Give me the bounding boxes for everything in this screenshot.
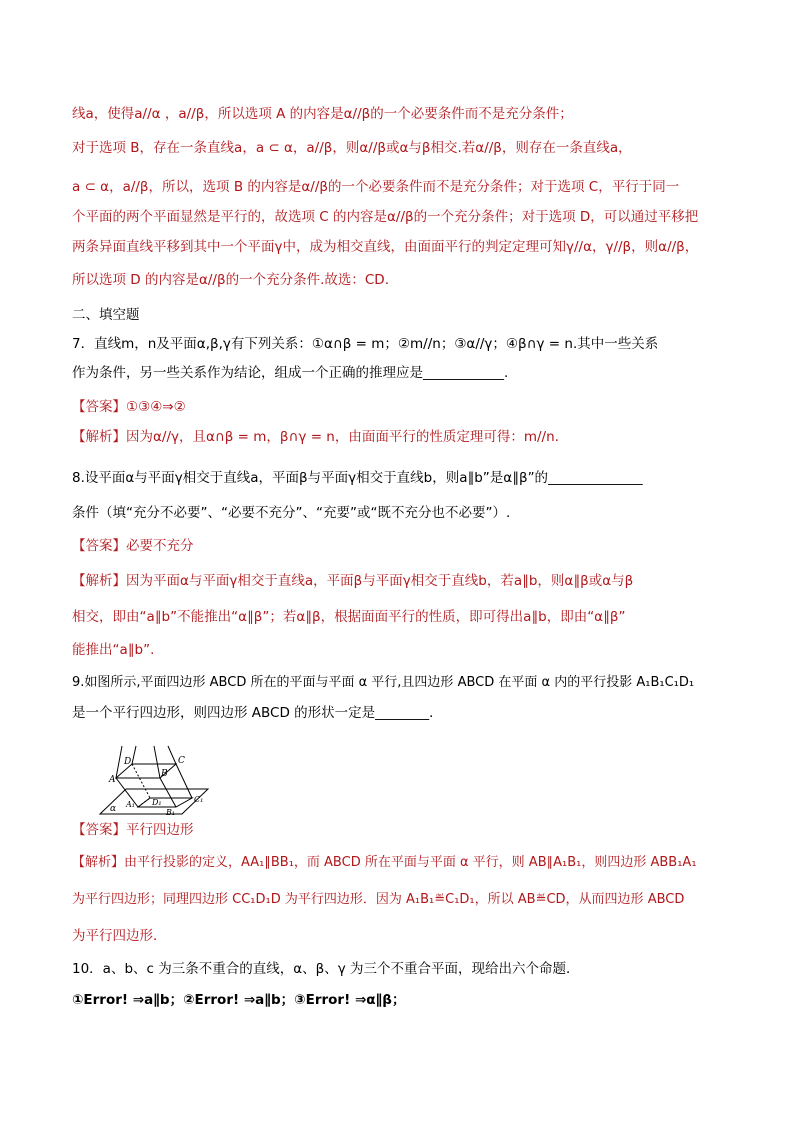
q8-line-2: 条件（填“充分不必要”、“必要不充分”、“充要”或“既不充分也不必要”）. xyxy=(72,505,511,521)
q8-line-1 xyxy=(72,468,643,488)
q8-analysis-3: 能推出“a∥b”. xyxy=(72,642,155,658)
q9-analysis-1: 【解析】由平行投影的定义，AA₁∥BB₁，而 ABCD 所在平面与平面 α 平行，则 AB∥A₁B₁，则四边形 ABB₁A₁ xyxy=(72,855,697,870)
parallel-projection-figure xyxy=(96,742,212,820)
q8-blank: ______________ xyxy=(548,470,643,486)
q9-analysis-2: 为平行四边形；同理四边形 CC₁D₁D 为平行四边形．因为 A₁B₁≝C₁D₁，所以 AB≝CD，从而四边形 ABCD xyxy=(72,892,685,907)
q10-line-2: ①Error! ⇒a∥b；②Error! ⇒a∥b；③Error! ⇒α∥β； xyxy=(72,992,406,1008)
label-B1: B₁ xyxy=(166,808,176,817)
q7-text: 作为条件，另一些关系作为结论，组成一个正确的推理应是 xyxy=(72,365,423,381)
q9-line-1: 9.如图所示,平面四边形 ABCD 所在的平面与平面 α 平行,且四边形 ABCD 在平面 α 内的平行投影 A₁B₁C₁D₁ xyxy=(72,675,695,690)
q10-line-1: 10．a、b、c 为三条不重合的直线，α、β、γ 为三个不重合平面，现给出六个命题． xyxy=(72,961,580,977)
section-heading: 二、填空题 xyxy=(72,307,140,323)
label-A: A xyxy=(109,775,116,785)
q9-answer: 【答案】平行四边形 xyxy=(72,822,194,838)
line-6: 所以选项 D 的内容是α//β的一个充分条件.故选：CD. xyxy=(72,272,389,288)
label-A1: A₁ xyxy=(126,800,135,809)
q8-analysis-2: 相交，即由“a∥b”不能推出“α∥β”；若α∥β，根据面面平行的性质，即可得出a∥b，即由“α∥β” xyxy=(72,609,626,625)
q9-blank: ________ xyxy=(375,705,430,721)
q9-analysis-3: 为平行四边形． xyxy=(72,928,167,944)
q7-analysis: 【解析】因为α//γ，且α∩β = m，β∩γ = n，由面面平行的性质定理可得：m//n. xyxy=(72,429,559,445)
label-B: B xyxy=(161,769,168,779)
label-D: D xyxy=(124,757,132,767)
q7-line-1: 7．直线m，n及平面α,β,γ有下列关系：①α∩β = m；②m//n；③α//γ；④β∩γ = n.其中一些关系 xyxy=(72,336,659,352)
label-alpha: α xyxy=(110,804,117,814)
line-2: 对于选项 B，存在一条直线a，a ⊂ α，a//β，则α//β或α与β相交.若α//β，则存在一条直线a， xyxy=(72,140,632,156)
q9-line-2 xyxy=(72,703,443,723)
q9-period: ． xyxy=(429,705,443,721)
q8-analysis-1: 【解析】因为平面α与平面γ相交于直线a，平面β与平面γ相交于直线b，若a∥b，则α∥β或α与β xyxy=(72,573,634,589)
label-C: C xyxy=(178,756,185,766)
q9-text: 是一个平行四边形，则四边形 ABCD 的形状一定是 xyxy=(72,705,376,721)
q8-text: 8.设平面α与平面γ相交于直线a，平面β与平面γ相交于直线b，则a∥b”是α∥β”的 xyxy=(72,470,549,486)
line-1: 线a，使得a//α ，a//β，所以选项 A 的内容是α//β的一个必要条件而不是充分条件； xyxy=(72,106,573,122)
q7-blank: ____________ xyxy=(423,365,504,381)
q7-answer: 【答案】①③④⇒② xyxy=(72,399,186,415)
q7-period: . xyxy=(504,365,509,381)
label-C1: C₁ xyxy=(194,795,204,804)
line-3: a ⊂ α，a//β，所以，选项 B 的内容是α//β的一个必要条件而不是充分条件；对于选项 C，平行于同一 xyxy=(72,179,680,195)
line-4: 个平面的两个平面显然是平行的，故选项 C 的内容是α//β的一个充分条件；对于选项 D，可以通过平移把 xyxy=(72,209,699,225)
q8-answer: 【答案】必要不充分 xyxy=(72,538,194,554)
line-5: 两条异面直线平移到其中一个平面γ中，成为相交直线，由面面平行的判定定理可知γ//α，γ//β，则α//β， xyxy=(72,239,699,255)
label-D1: D₁ xyxy=(152,798,162,807)
q7-line-2 xyxy=(72,363,508,383)
